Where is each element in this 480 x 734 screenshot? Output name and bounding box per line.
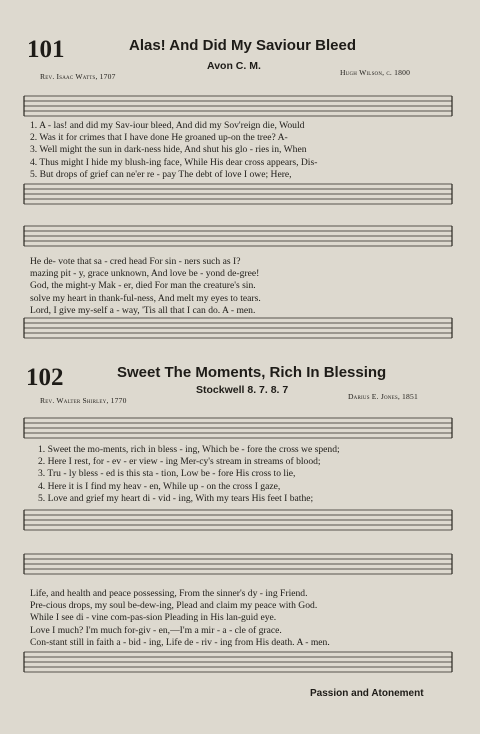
music-staff-bass-101b xyxy=(0,310,480,350)
lyric-line: Love I much? I'm much for-giv - en,—I'm a mir - a - cle of grace. xyxy=(30,624,282,636)
music-staff-bass-102b xyxy=(0,644,480,684)
words-credit-102: Rev. Walter Shirley, 1770 xyxy=(40,396,127,405)
hymn-title-102: Sweet The Moments, Rich In Blessing xyxy=(117,364,387,381)
verse-block-101a xyxy=(30,120,470,181)
hymn-number-102: 102 xyxy=(26,364,64,391)
lyric-line: God, the might-y Mak - er, died For man the creature's sin. xyxy=(30,280,256,292)
words-credit-101: Rev. Isaac Watts, 1707 xyxy=(40,72,116,81)
music-credit-101: Hugh Wilson, c. 1800 xyxy=(340,68,411,77)
lyric-line: mazing pit - y, grace unknown, And love be - yond de-gree! xyxy=(30,268,260,280)
lyric-line: 5. But drops of grief can ne'er re - pay The debt of love I owe; Here, xyxy=(30,168,292,180)
lyric-line: While I see di - vine com-pas-sion Pleading in His lan-guid eye. xyxy=(30,612,277,624)
verse-block-102b xyxy=(30,588,470,649)
music-staff-treble-102b xyxy=(0,540,480,590)
lyric-line: 3. Tru - ly bless - ed is this sta - tion, Low be - fore His cross to lie, xyxy=(38,468,296,480)
lyric-line: solve my heart in thank-ful-ness, And melt my eyes to tears. xyxy=(30,292,261,304)
music-credit-102: Darius E. Jones, 1851 xyxy=(348,392,419,401)
hymn-number-101: 101 xyxy=(27,36,65,63)
lyric-line: Life, and health and peace possessing, From the sinner's dy - ing Friend. xyxy=(30,588,308,599)
lyric-line: 4. Thus might I hide my blush-ing face, While His dear cross appears, Dis- xyxy=(30,156,318,168)
verse-block-101b xyxy=(30,256,470,317)
lyric-line: 1. A - las! and did my Sav-iour bleed, And did my Sov'reign die, Would xyxy=(30,120,305,131)
lyric-line: 1. Sweet the mo-ments, rich in bless - ing, Which be - fore the cross we spend; xyxy=(38,444,340,455)
lyric-line: 2. Was it for crimes that I have done He groaned up-on the tree? A- xyxy=(30,132,288,144)
tune-name-101: Avon C. M. xyxy=(207,60,261,72)
lyric-line: 3. Well might the sun in dark-ness hide, And shut his glo - ries in, When xyxy=(30,144,307,156)
music-staff-bass-102a xyxy=(0,502,480,542)
verse-block-102a xyxy=(38,444,470,505)
tune-name-102: Stockwell 8. 7. 8. 7 xyxy=(196,384,289,396)
lyric-line: 5. Love and grief my heart di - vid - ing, With my tears His feet I bathe; xyxy=(38,492,314,504)
section-footer: Passion and Atonement xyxy=(310,688,424,699)
lyric-line: 2. Here I rest, for - ev - er view - ing Mer-cy's stream in streams of blood; xyxy=(38,456,321,468)
lyric-line: He de- vote that sa - cred head For sin - ners such as I? xyxy=(30,256,241,267)
hymn-title-101: Alas! And Did My Saviour Bleed xyxy=(129,37,356,54)
music-staff-bass-101a xyxy=(0,176,480,216)
music-staff-treble-101b xyxy=(0,212,480,262)
lyric-line: Pre-cious drops, my soul be-dew-ing, Plead and claim my peace with God. xyxy=(30,600,318,612)
lyric-line: Lord, I give my-self a - way, 'Tis all that I can do. A - men. xyxy=(30,304,256,316)
lyric-line: 4. Here it is I find my heav - en, While up - on the cross I gaze, xyxy=(38,480,281,492)
lyric-line: Con-stant still in faith a - bid - ing, Life de - riv - ing from His death. A - men. xyxy=(30,636,330,648)
